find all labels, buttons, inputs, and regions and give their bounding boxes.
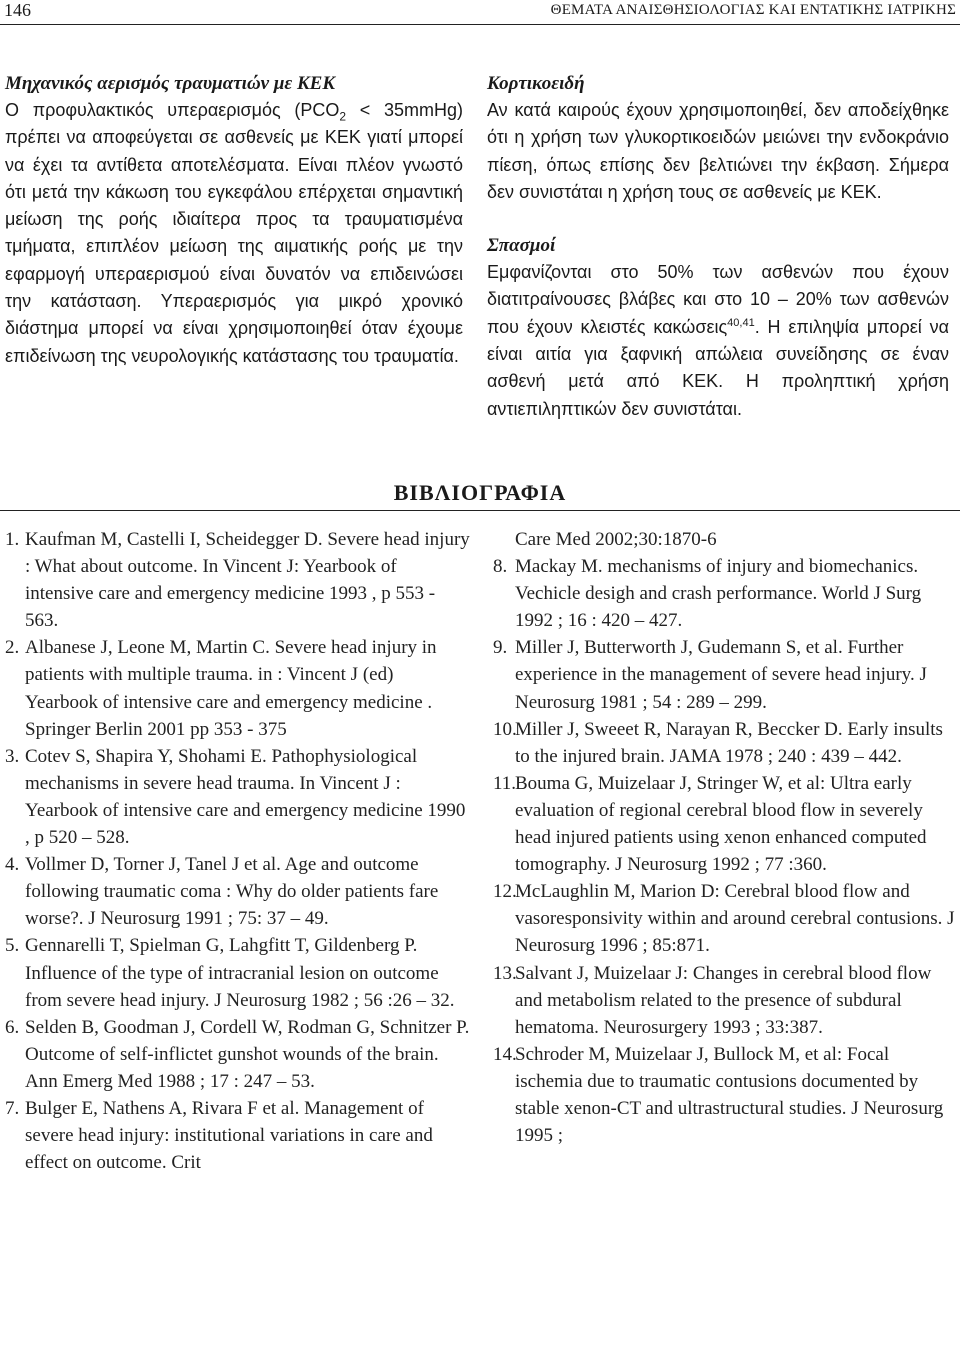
reference-number: 7. (5, 1097, 20, 1119)
reference-item (493, 960, 955, 1041)
references-rule (0, 510, 960, 511)
seizures-paragraph (487, 259, 949, 423)
references-left-list (5, 526, 470, 1176)
reference-number: 8. (493, 556, 508, 578)
pco2-subscript: 2 (339, 109, 347, 124)
reference-number: 14. (493, 1043, 517, 1065)
reference-item (5, 1014, 470, 1095)
reference-number: 10. (493, 718, 517, 740)
reference-item (5, 526, 470, 634)
seizures-text-start: Εμφανίζονται στο 50% των ασθενών που έχουν διατιτραίνουσες βλάβες και στο 10 – 20% των ασθενών που έχουν κλειστές κακώσεις (487, 262, 949, 337)
header-rule (0, 24, 960, 25)
section-title-corticosteroids: Κορτικοειδή (487, 73, 585, 94)
reference-number: 13. (493, 962, 517, 984)
reference-text: Vollmer D, Torner J, Tanel J et al. Age and outcome following traumatic coma : Why do older patients fare worse?. J Neurosurg 1991 ; 75: 37 – 49. (25, 854, 439, 930)
seizures-text-rest: . Η επιληψία μπορεί να είναι αιτία για ξαφνική απώλεια συνείδησης σε έναν ασθενή μετά από ΚΕΚ. Η προληπτική χρήση αντιεπιληπτικών δεν συνιστάται. (487, 316, 949, 419)
reference-number: 6. (5, 1016, 20, 1038)
reference-number: 2. (5, 637, 20, 659)
reference-item (5, 932, 470, 1013)
reference-text: Salvant J, Muizelaar J: Changes in cerebral blood flow and metabolism related to the presence of subdural hematoma. Neurosurgery 1993 ; 33:387. (515, 962, 932, 1038)
ventilation-paragraph (5, 97, 463, 370)
reference-number: 3. (5, 745, 20, 767)
running-head: ΘΕΜΑΤΑ ΑΝΑΙΣΘΗΣΙΟΛΟΓΙΑΣ ΚΑΙ ΕΝΤΑΤΙΚΗΣ ΙΑΤΡΙΚΗΣ (550, 2, 956, 18)
reference-number: 12. (493, 881, 517, 903)
references-right-list (493, 526, 955, 1149)
reference-text: Gennarelli T, Spielman G, Lahgfitt T, Gildenberg P. Influence of the type of intracranial lesion on outcome from severe head injury. J Neurosurg 1982 ; 56 :26 – 32. (25, 935, 455, 1011)
reference-item (493, 770, 955, 878)
section-gap (487, 206, 949, 232)
reference-item (5, 634, 470, 742)
corticosteroids-paragraph: Αν κατά καιρούς έχουν χρησιμοποιηθεί, δεν αποδείχθηκε ότι η χρήση των γλυκορτικοειδών μειώνει την ενδοκράνιο πίεση, όπως επίσης δεν βελτιώνει την έκβαση. Σήμερα δεν συνιστάται η χρήση τους σε ασθενείς με ΚΕΚ. (487, 100, 949, 202)
reference-number: 11. (493, 772, 517, 794)
reference-text: Albanese J, Leone M, Martin C. Severe head injury in patients with multiple trauma. in : Vincent J (ed) Yearbook of intensive care and emergency medicine . Springer Berlin 2001 pp 353 - 375 (25, 637, 437, 740)
reference-number: 5. (5, 935, 20, 957)
page-number: 146 (4, 0, 31, 20)
reference-text: McLaughlin M, Marion D: Cerebral blood flow and vasoresponsivity within and around cerebral contusions. J Neurosurg 1996 ; 85:871. (515, 881, 955, 957)
reference-item (493, 553, 955, 634)
ventilation-text-rest: < 35mmHg) πρέπει να αποφεύγεται σε ασθενείς με ΚΕΚ γιατί μπορεί να έχει τα αντίθετα αποτελέσματα. Είναι πλέον γνωστό ότι μετά την κάκωση του εγκεφάλου επέρχεται σημαντική μείωση της ροής ιδιαίτερα προς τα τραυματισμένα τμήματα, επιπλέον μείωση της αιματικής ροής με την εφαρμογή υπεραερισμού είναι δυνατόν να επιδεινώσει την κατάσταση. Υπεραερισμός για μικρό χρονικό διάστημα μπορεί να είναι χρησιμοποιηθεί όταν έχουμε επιδείνωση της νευρολογικής κατάστασης του τραυματία. (5, 100, 463, 366)
reference-item (5, 743, 470, 851)
reference-text: Mackay M. mechanisms of injury and biomechanics. Vechicle desigh and crash performance. World J Surg 1992 ; 16 : 420 – 427. (515, 556, 922, 632)
reference-text: Care Med 2002;30:1870-6 (515, 529, 717, 550)
reference-item (5, 1095, 470, 1176)
page-header (0, 0, 960, 20)
reference-text: Schroder M, Muizelaar J, Bullock M, et al: Focal ischemia due to traumatic contusions documented by stable xenon-CT and ultrastructural studies. J Neurosurg 1995 ; (515, 1043, 944, 1147)
reference-item (493, 878, 955, 959)
reference-number: 4. (5, 854, 20, 876)
reference-text: Miller J, Sweeet R, Narayan R, Beccker D. Early insults to the injured brain. JAMA 1978 ; 240 : 439 – 442. (515, 718, 943, 767)
ventilation-text-start: Ο προφυλακτικός υπεραερισμός (PCO (5, 100, 340, 120)
reference-text: Bouma G, Muizelaar J, Stringer W, et al: Ultra early evaluation of regional cerebral blood flow in severely head injured patients using xenon enhanced computed tomography. J Neurosurg 1992 ; 77 :360. (515, 772, 927, 876)
reference-text: Kaufman M, Castelli I, Scheidegger D. Severe head injury : What about outcome. In Vincent J: Yearbook of intensive care and emergency medicine 1993 , p 553 - 563. (25, 529, 470, 632)
reference-number: 9. (493, 637, 508, 659)
right-column (487, 70, 949, 423)
citation-superscript: 40,41 (727, 316, 755, 329)
reference-item (493, 634, 955, 715)
reference-item (493, 716, 955, 770)
reference-continuation (493, 526, 955, 553)
reference-text: Selden B, Goodman J, Cordell W, Rodman G, Schnitzer P. Outcome of self-inflictet gunshot wounds of the brain. Ann Emerg Med 1988 ; 17 : 247 – 53. (25, 1016, 470, 1092)
reference-text: Cotev S, Shapira Y, Shohami E. Pathophysiological mechanisms in severe head trauma. In Vincent J : Yearbook of intensive care and emergency medicine 1990 , p 520 – 528. (25, 745, 466, 849)
reference-text: Miller J, Butterworth J, Gudemann S, et al. Further experience in the management of severe head injury. J Neurosurg 1981 ; 54 : 289 – 299. (515, 637, 927, 713)
left-column (5, 70, 463, 370)
reference-text: Bulger E, Nathens A, Rivara F et al. Management of severe head injury: institutional variations in care and effect on outcome. Crit (25, 1097, 433, 1174)
reference-number: 1. (5, 529, 20, 550)
reference-item (5, 851, 470, 932)
section-title-seizures: Σπασμοί (487, 235, 556, 257)
references-title: ΒΙΒΛΙΟΓΡΑΦΙΑ (393, 480, 567, 505)
section-title-ventilation: Μηχανικός αερισμός τραυματιών με ΚΕΚ (5, 73, 335, 94)
reference-item (493, 1041, 955, 1149)
